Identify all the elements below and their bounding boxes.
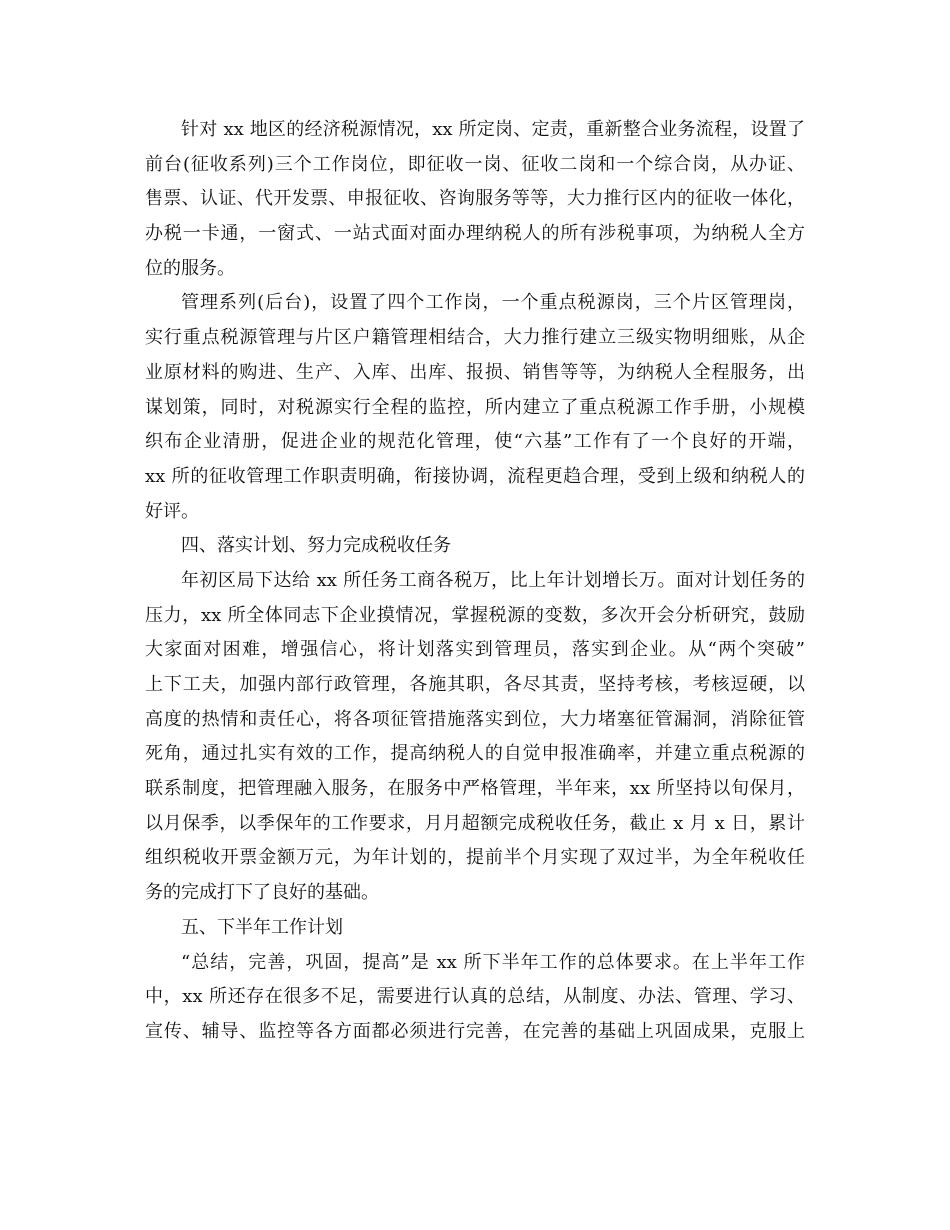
text-line: 以月保季，以季保年的工作要求，月月超额完成税收任务，截止 x 月 x 日，累计 (145, 812, 805, 834)
text-line: 位的服务。 (145, 257, 235, 279)
text-line: 好评。 (145, 500, 199, 522)
text-line: 实行重点税源管理与片区户籍管理相结合，大力推行建立三级实物明细账，从企 (145, 327, 805, 349)
section-heading: 四、落实计划、努力完成税收任务 (181, 535, 451, 557)
text-line: 宣传、辅导、监控等各方面都必须进行完善，在完善的基础上巩固成果，克服上 (145, 1020, 805, 1042)
text-line: 大家面对困难，增强信心，将计划落实到管理员，落实到企业。从“两个突破” (145, 639, 805, 661)
document-page (145, 113, 805, 1050)
text-line: 办税一卡通，一窗式、一站式面对面办理纳税人的所有涉税事项，为纳税人全方 (145, 223, 805, 245)
text-line: 死角，通过扎实有效的工作，提高纳税人的自觉申报准确率，并建立重点税源的 (145, 743, 805, 765)
text-line: xx 所的征收管理工作职责明确，衔接协调，流程更趋合理，受到上级和纳税人的 (145, 465, 805, 487)
text-line: 业原材料的购进、生产、入库、出库、报损、销售等等，为纳税人全程服务，出 (145, 361, 805, 383)
text-line: 组织税收开票金额万元，为年计划的，提前半个月实现了双过半，为全年税收任 (145, 847, 805, 869)
text-line: 年初区局下达给 xx 所任务工商各税万，比上年计划增长万。面对计划任务的 (181, 569, 805, 591)
text-line: 务的完成打下了良好的基础。 (145, 882, 379, 904)
text-line: 联系制度，把管理融入服务，在服务中严格管理，半年来，xx 所坚持以旬保月， (145, 778, 805, 800)
text-line: 高度的热情和责任心，将各项征管措施落实到位，大力堵塞征管漏洞，消除征管 (145, 708, 805, 730)
text-line: 上下工夫，加强内部行政管理，各施其职，各尽其责，坚持考核，考核逗硬，以 (145, 674, 805, 695)
text-line: 织布企业清册，促进企业的规范化管理，使“六基”工作有了一个良好的开端， (145, 431, 805, 453)
text-line: 管理系列(后台)，设置了四个工作岗，一个重点税源岗，三个片区管理岗， (181, 292, 805, 314)
text-line: 售票、认证、代开发票、申报征收、咨询服务等等，大力推行区内的征收一体化， (145, 188, 805, 210)
text-line: 压力，xx 所全体同志下企业摸情况，掌握税源的变数，多次开会分析研究，鼓励 (145, 604, 805, 626)
text-line: 中，xx 所还存在很多不足，需要进行认真的总结，从制度、办法、管理、学习、 (145, 986, 805, 1008)
text-line: 谋划策，同时，对税源实行全程的监控，所内建立了重点税源工作手册，小规模 (145, 396, 805, 418)
section-heading: 五、下半年工作计划 (181, 916, 343, 938)
text-line: 针对 xx 地区的经济税源情况，xx 所定岗、定责，重新整合业务流程，设置了 (181, 119, 805, 140)
text-line: “总结，完善，巩固，提高”是 xx 所下半年工作的总体要求。在上半年工作 (181, 951, 805, 973)
text-line: 前台(征收系列)三个工作岗位，即征收一岗、征收二岗和一个综合岗，从办证、 (145, 153, 805, 175)
